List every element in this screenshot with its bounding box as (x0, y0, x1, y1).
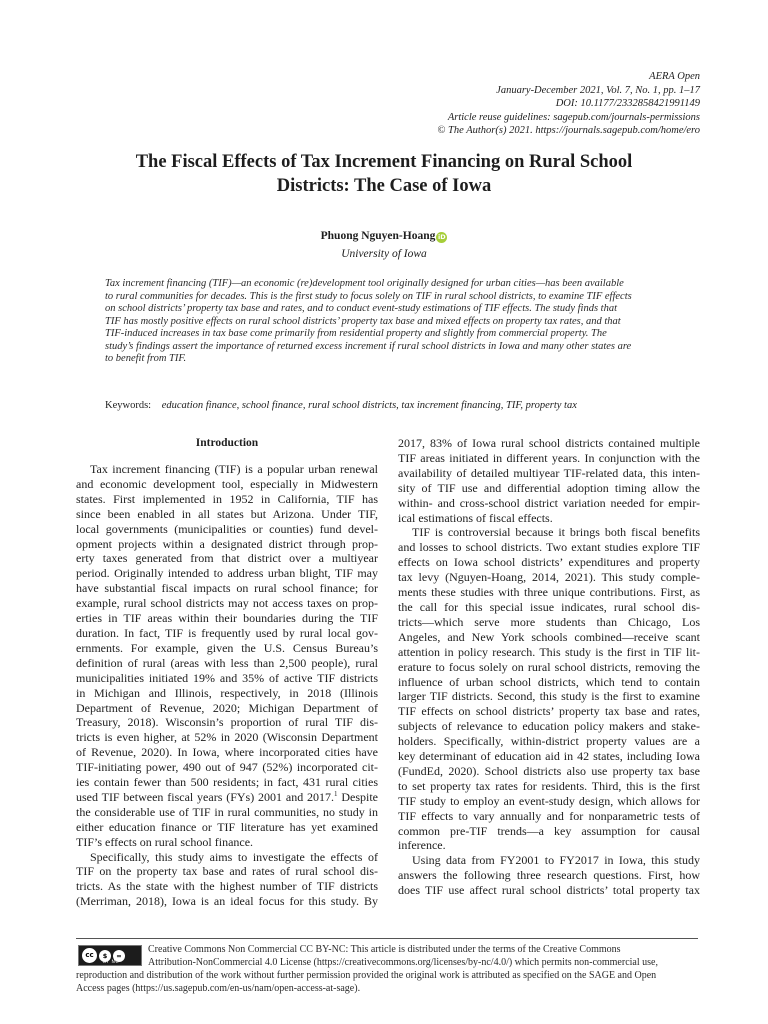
text-line: TIF is controversial because it brings both fiscal benefits (412, 525, 700, 540)
text-line: since been enabled in all states but Arizona. Under TIF, (76, 506, 378, 521)
abstract-line: Tax increment financing (TIF)—an economic (re)development tool originally designed for urban cities—has been available (105, 278, 624, 289)
copyright-line: © The Author(s) 2021. https://journals.sagepub.com/home/ero (437, 125, 700, 137)
text-line: of Revenue, 2020). In Iowa, where incorporated cities have (76, 745, 378, 760)
abstract-line: to rural communities for decades. This is the first study to focus solely on TIF in rural school districts, to examine TIF effects (105, 290, 632, 302)
text-line: Department of Revenue, 2020; Michigan Department of (76, 700, 378, 715)
text-line: TIF effects to vary annually and for nonparametric tests of (398, 808, 700, 823)
text-line: tax levy (Nguyen-Hoang, 2014, 2021). This study comple- (398, 570, 700, 585)
text-line: Treasury, 2018). Wisconsin’s proportion of rural TIF dis- (76, 715, 378, 730)
reuse-guidelines: Article reuse guidelines: sagepub.com/journals-permissions (447, 111, 700, 123)
text-line: definition of rural (areas with less than 2,500 people), rural (76, 655, 378, 670)
text-line: opment projects within a designated district through prop- (76, 536, 378, 551)
journal-issue: January-December 2021, Vol. 7, No. 1, pp. 1–17 (496, 84, 700, 96)
left-column (76, 436, 378, 909)
text-line: 2017, 83% of Iowa rural school districts contained multiple (398, 436, 700, 450)
author-affiliation: University of Iowa (341, 248, 427, 260)
text-line: TIF study to employ an event-study design, which allows for (398, 793, 700, 808)
right-paragraph-1 (398, 436, 700, 525)
text-line-with-footnote: used TIF between fiscal years (FYs) 2001 and 2017.$^1$ Despite (76, 789, 378, 804)
license-line: Access pages (https://us.sagepub.com/en-us/nam/open-access-at-sage). (76, 983, 361, 994)
text-line: (FundEd, 2020). School districts also use property tax base (398, 763, 700, 778)
text-line: municipalities initiated 19% and 35% of active TIF districts (76, 670, 378, 685)
text-line: within- and cross-school district variation needed for empir- (398, 495, 700, 510)
text-line: period. Originally intended to address urban blight, TIF may (76, 566, 378, 581)
text-line: sity of TIF use and differential adoption timing allow the (398, 480, 700, 495)
section-heading-introduction: Introduction (195, 437, 259, 449)
keywords-text: education finance, school finance, rural school districts, tax increment financing, TIF, property tax (161, 400, 577, 411)
footnote-marker[interactable]: 1 (334, 789, 338, 798)
text-line: erties in TIF areas within their boundaries during the TIF (76, 611, 378, 626)
by-person-icon: = (113, 950, 125, 962)
text-line: inference. (398, 838, 446, 853)
text-line: Specifically, this study aims to investigate the effects of (90, 849, 378, 864)
cc-icon: cc (82, 948, 97, 963)
text-line: ical estimations of fiscal effects. (398, 510, 553, 525)
author-name: Phuong Nguyen-Hoang (320, 230, 436, 242)
license-line: Creative Commons Non Commercial CC BY-NC: This article is distributed under the terms of the Creative Commons (148, 944, 621, 955)
text-line: TIF-initiating power, 490 out of 947 (52%) incorporated cit- (76, 760, 378, 775)
keywords-label: Keywords: (105, 400, 152, 411)
journal-doi: DOI: 10.1177/2332858421991149 (555, 98, 700, 110)
text-line: ments these studies with three unique contributions. First, as (398, 585, 700, 600)
left-paragraph-1 (76, 462, 378, 850)
text-line: the considerable use of TIF in rural communities, no study in (76, 804, 378, 819)
text-line: erty taxes generated from that district over a multiyear (76, 551, 378, 566)
license-text (76, 943, 698, 995)
right-paragraph-3 (398, 853, 700, 898)
text-line: local governments (municipalities or counties) fund devel- (76, 521, 378, 536)
text-line: tricts—which serve more students than Chicago, Los (398, 614, 700, 629)
license-line: Attribution-NonCommercial 4.0 License (https://creativecommons.org/licenses/by-nc/4.0/) which permits non-commercial use, (148, 957, 658, 968)
text-line: states. First implemented in 1952 in California, TIF has (76, 491, 378, 506)
keywords (105, 399, 577, 412)
abstract (105, 278, 675, 366)
text-line: TIF on the property tax base and rates of rural school dis- (76, 864, 378, 879)
text-line: larger TIF districts. Second, this study is the first to examine (398, 689, 700, 704)
text-line: key determinant of education aid in 42 states, including Iowa (398, 749, 700, 764)
text-line: answers the following three research questions. First, how (398, 868, 700, 883)
text-line: (Merriman, 2018), Iowa is an ideal focus for this study. By (76, 894, 378, 909)
text-line: Angeles, and New York schools combined—receive scant (398, 629, 700, 644)
text-line: attention in policy research. This study is the first in TIF lit- (398, 644, 700, 659)
journal-header (437, 70, 700, 138)
text-line: common pre-TIF trends—a key assumption for causal (398, 823, 700, 838)
text-line: tricts. As the state with the highest number of TIF districts (76, 879, 378, 894)
author-line (0, 229, 768, 243)
footer-divider (76, 938, 698, 939)
text-line: and losses to school districts. Two extant studies explore TIF (398, 540, 700, 555)
text-line: Using data from FY2001 to FY2017 in Iowa, this study (412, 853, 700, 868)
abstract-line: TIF has mostly positive effects on rural school districts’ property tax base and mixed effects on property tax rates, and that (105, 315, 621, 327)
text-line: and economic development tool, especially in Midwestern (76, 476, 378, 491)
text-line: TIF areas initiated in different years. In conjunction with the (398, 450, 700, 465)
right-column (398, 436, 700, 898)
title-line-2: Districts: The Case of Iowa (276, 175, 492, 196)
text-line: subjects of relevance to education policy makers and stake- (398, 719, 700, 734)
text-line: availability of detailed multiyear TIF-related data, this inten- (398, 465, 700, 480)
title-line-1: The Fiscal Effects of Tax Increment Financing on Rural School (135, 152, 633, 172)
text-line: effects on Iowa school districts’ expenditures and property (398, 555, 700, 570)
text-line: in Michigan and Illinois, respectively, in 2018 (Illinois (76, 685, 378, 700)
text-line: erature to focus solely on rural school districts, removing the (398, 659, 700, 674)
text-line: have substantial fiscal impacts on rural school finance; for (76, 581, 378, 596)
text-line: ernments. For example, given the U.S. Census Bureau’s (76, 640, 378, 655)
license-line: reproduction and distribution of the work without further permission provided the original work is attributed as specified on the SAGE and Open (76, 970, 657, 981)
journal-name: AERA Open (649, 71, 700, 82)
abstract-line: to benefit from TIF. (105, 353, 187, 364)
badge-caption: BY NC (103, 960, 120, 965)
text-line: holders. Specifically, within-district property values are a (398, 734, 700, 749)
text-line: ies contain fewer than 500 residents; in fact, 431 rural cities (76, 775, 378, 790)
text-line: influence of urban school districts, which tend to contain (398, 674, 700, 689)
text-line: to set property tax rates for residents. Third, this is the first (398, 778, 700, 793)
text-line: Tax increment financing (TIF) is a popular urban renewal (90, 462, 378, 476)
abstract-line: TIF-induced increases in tax base come primarily from residential property and slightly from commercial property. The (105, 328, 607, 339)
text-line: the call for this special issue indicates, rural school dis- (398, 599, 700, 614)
nc-dollar-icon: $ (99, 950, 111, 962)
paper-title (80, 151, 688, 198)
abstract-line: on school districts’ property tax base and rates, and to conduct event-study estimations of TIF effects. The study finds that (105, 303, 618, 314)
text-line: TIF’s effects on rural school finance. (76, 834, 254, 849)
orcid-icon[interactable]: iD (438, 233, 446, 241)
right-paragraph-2 (398, 525, 700, 853)
left-paragraph-2 (76, 850, 378, 910)
text-line: either education finance or TIF literature has yet examined (76, 819, 378, 834)
abstract-line: study’s findings assert the importance of returned excess increment if rural school districts in Iowa and many other states are (105, 340, 632, 352)
text-line: example, rural school districts may not access taxes on prop- (76, 596, 378, 611)
text-line: duration. In fact, TIF is frequently used by rural local gov- (76, 625, 378, 640)
text-line: does TIF use affect rural school districts’ total property tax (398, 883, 700, 898)
text-line: TIF effects on school districts’ property tax base and rates, (398, 704, 700, 719)
text-line: tricts is even higher, at 52% in 2020 (Wisconsin Department (76, 730, 378, 745)
